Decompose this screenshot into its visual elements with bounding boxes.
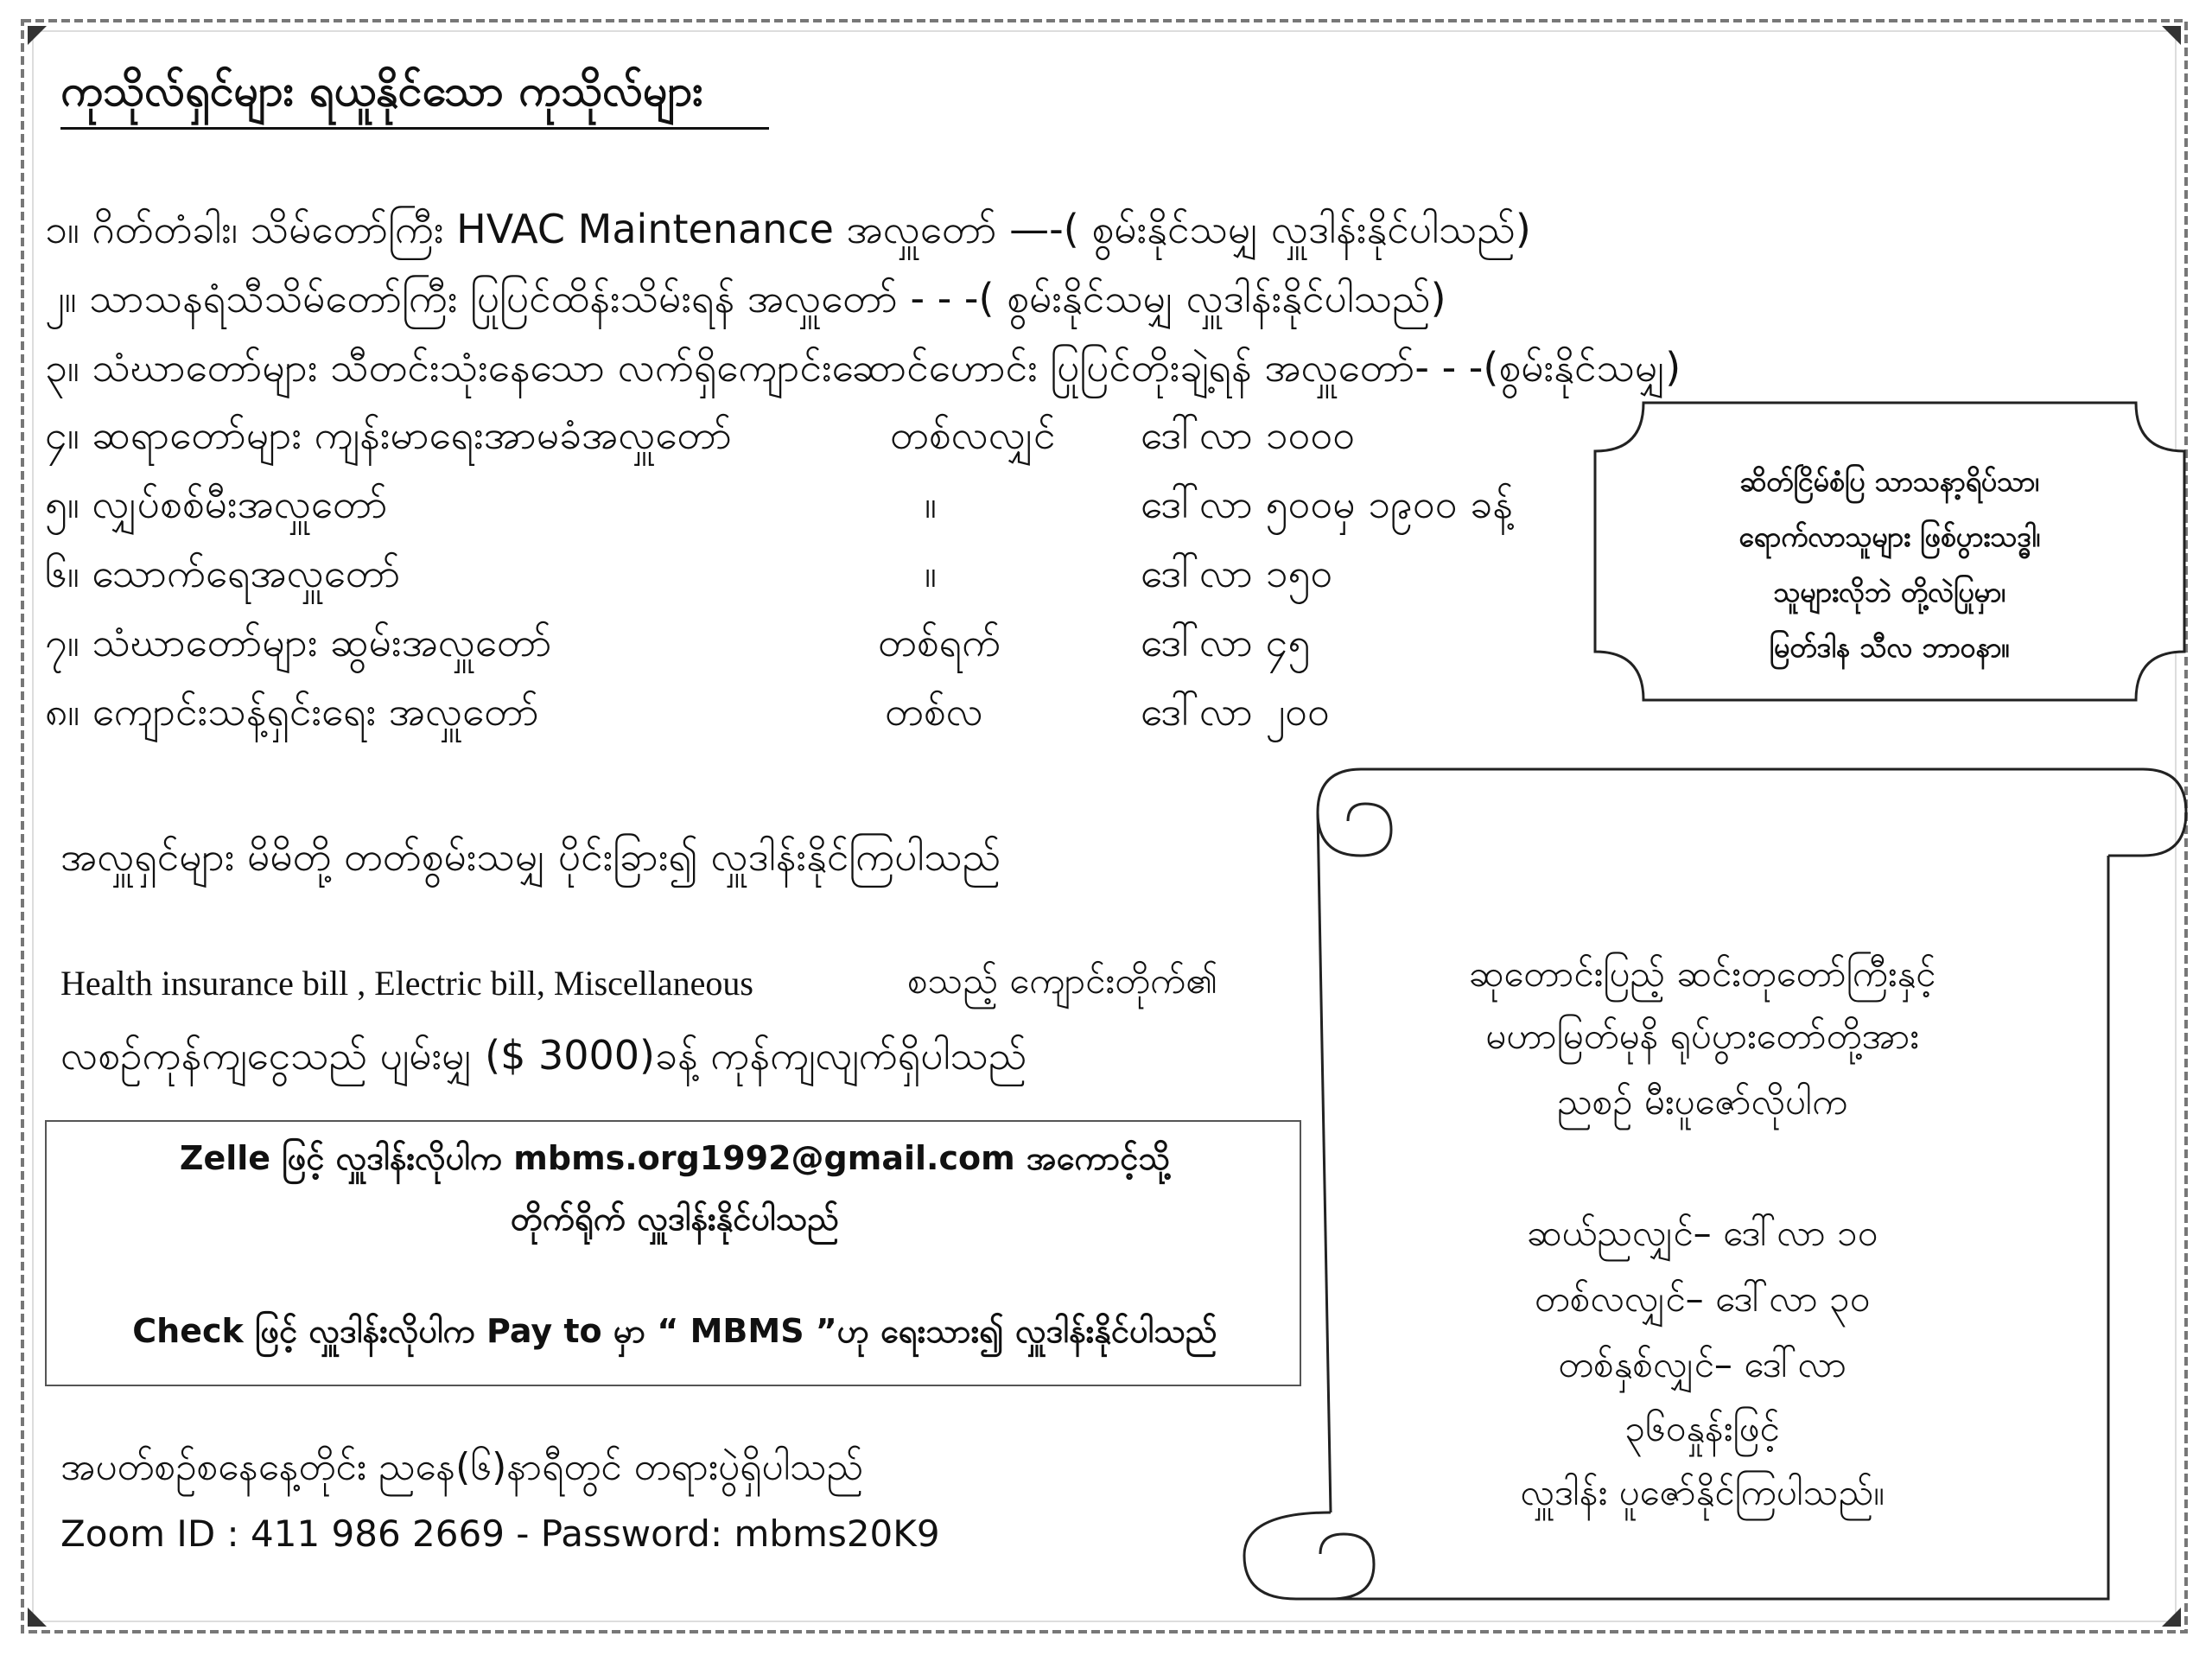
list-item-label: ၅။ လျှပ်စစ်မီးအလှူတော် [45,481,388,527]
list-item-period: တစ်ရက် [878,619,1001,665]
list-item-amount: ဒေါ်လာ ၅၀၀မှ ၁၉၀၀ ခန့် [1141,481,1513,527]
list-item: ၂။ သာသနရံသီသိမ်တော်ကြီး ပြုပြင်ထိန်းသိမ်းရန် အလှူတော် - - -( စွမ်းနိုင်သမျှ လှူဒါန်းနိုင်ပါသည်) [45,275,1446,322]
zoom-info: Zoom ID : 411 986 2669 - Password: mbms20K9 [60,1512,940,1555]
list-item-label: ၆။ သောက်ရေအလှူတော် [45,550,401,596]
scroll-rate-line: ဆယ်ညလျှင်– ဒေါ်လာ ၁၀ [1526,1212,1878,1254]
list-item-amount: ဒေါ်လာ ၁၀၀၀ [1141,411,1356,458]
scroll-intro-line: မဟာမြတ်မုနိ ရုပ်ပွားတော်တို့အား [1485,1015,1919,1057]
bills-line2: လစဉ်ကုန်ကျငွေသည် ပျမ်းမျှ ($ 3000)ခန့် ကုန်ကျလျက်ရှိပါသည် [60,1032,1027,1079]
list-item: ၃။ သံဃာတော်များ သီတင်းသုံးနေသော လက်ရှိကျောင်းဆောင်ဟောင်း ပြုပြင်တိုးချဲ့ရန် အလှူတော်- - -(စွမ်းနိုင်သမျှ) [45,344,1681,391]
title-underline [60,127,769,130]
notice-line: မြတ်ဒါန သီလ ဘာဝနာ။ [1769,631,2011,664]
notice-line: ဆိတ်ငြိမ်စံပြ သာသနာ့ရိပ်သာ၊ [1739,465,2040,498]
list-item-period: ။ [925,481,937,527]
scroll-rate-line: တစ်နှစ်လျှင်– ဒေါ်လာ [1558,1343,1847,1385]
notice-line: သူများလိုဘဲ တို့လဲပြုမှာ၊ [1773,576,2006,608]
scroll-intro-line: ဆုတောင်းပြည့် ဆင်းတုတော်ကြီးနှင့် [1468,952,1936,995]
scroll-intro-line: ညစဉ် မီးပူဇော်လိုပါက [1556,1080,1848,1123]
payment-box [45,1120,1301,1386]
list-item-label: ၈။ ကျောင်းသန့်ရှင်းရေး အလှူတော် [45,688,539,735]
donors-note: အလှူရှင်များ မိမိတို့ တတ်စွမ်းသမျှ ပိုင်းခြား၍ လှူဒါန်းနိုင်ကြပါသည် [60,833,1001,880]
list-item-label: ၄။ ဆရာတော်များ ကျန်းမာရေးအာမခံအလှူတော် [45,411,733,458]
check-line: Check ဖြင့် လှူဒါန်းလိုပါက Pay to မှာ “ MBMS ”ဟု ရေးသား၍ လှူဒါန်းနိုင်ပါသည် [132,1312,1217,1350]
scroll-rate-line: လှူဒါန်း ပူဇော်နိုင်ကြပါသည်။ [1520,1471,1885,1513]
list-item-period: တစ်လလျှင် [890,411,1056,458]
meeting-line: အပတ်စဉ်စနေနေ့တိုင်း ညနေ(၆)နာရီတွင် တရားပွဲရှိပါသည် [60,1445,864,1489]
scroll-rate-line: တစ်လလျှင်– ဒေါ်လာ ၃၀ [1534,1277,1871,1320]
list-item-label: ၇။ သံဃာတော်များ ဆွမ်းအလှူတော် [45,619,552,665]
page-title: ကုသိုလ်ရှင်များ ရယူနိုင်သော ကုသိုလ်များ [60,66,703,116]
list-item-period: တစ်လ [885,688,983,735]
bills-line1-my: စသည့် ကျောင်းတိုက်၏ [907,959,1218,1002]
list-item: ၁။ ဂိတ်တံခါး၊ သိမ်တော်ကြီး HVAC Maintenance အလှူတော် —-( စွမ်းနိုင်သမျှ လှူဒါန်းနိုင်ပါသည်) [45,206,1531,252]
list-item-amount: ဒေါ်လာ ၄၅ [1141,619,1311,665]
scroll-rate-line: ၃၆၀နှုန်းဖြင့် [1624,1407,1780,1449]
zelle-line2: တိုက်ရိုက် လှူဒါန်းနိုင်ပါသည် [510,1200,840,1238]
notice-line: ရောက်လာသူများ ဖြစ်ပွားသဒ္ဓါ၊ [1738,520,2041,553]
list-item-amount: ဒေါ်လာ ၂၀၀ [1141,688,1330,735]
list-item-amount: ဒေါ်လာ ၁၅၀ [1141,550,1333,596]
bills-line1-en: Health insurance bill , Electric bill, Miscellaneous [60,964,753,1003]
list-item-period: ။ [925,550,937,596]
zelle-line1: Zelle ဖြင့် လှူဒါန်းလိုပါက mbms.org1992@gmail.com အကောင့်သို့ [179,1139,1171,1177]
